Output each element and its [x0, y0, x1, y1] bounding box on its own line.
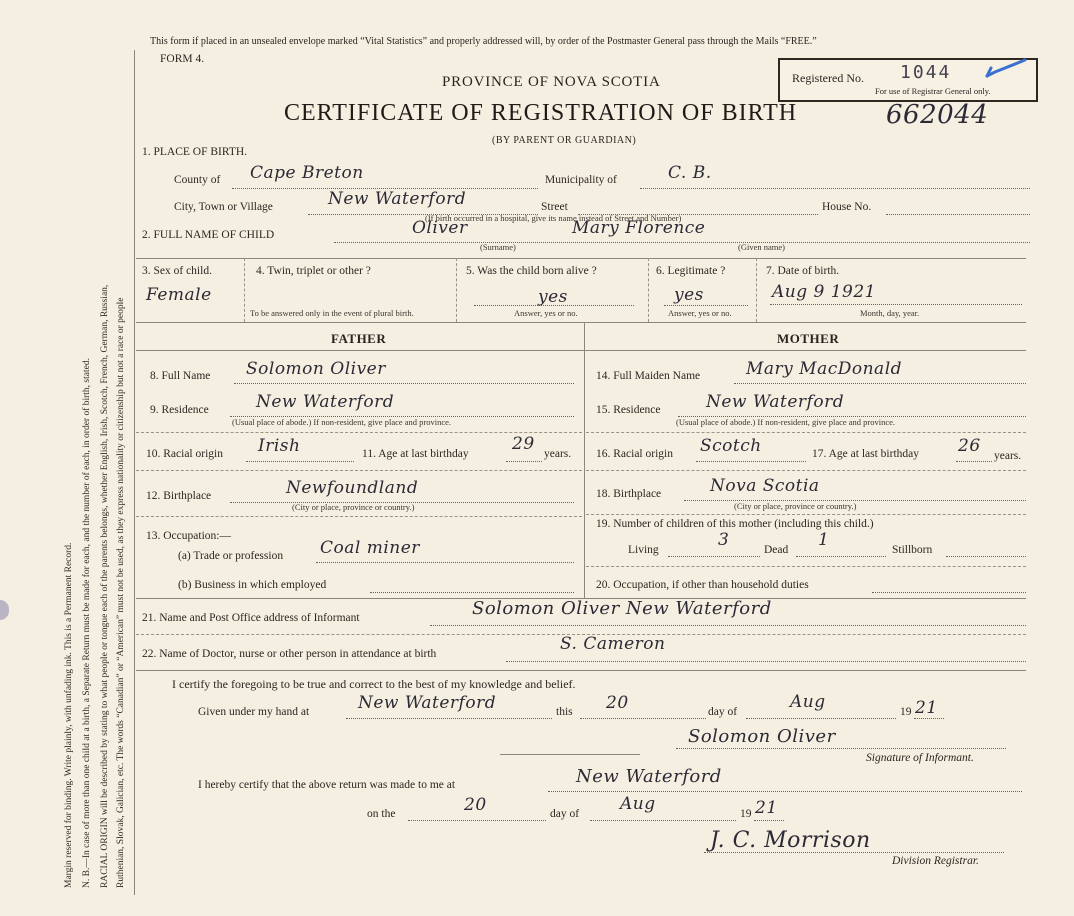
street-label: Street — [541, 201, 568, 213]
mother-racial-label: 16. Racial origin — [596, 448, 673, 460]
certificate-title: CERTIFICATE OF REGISTRATION OF BIRTH — [284, 100, 798, 126]
father-years: years. — [544, 448, 572, 460]
given-under-label: Given under my hand at — [198, 706, 310, 718]
mother-age-value: 26 — [958, 436, 981, 456]
mother-stillborn-label: Stillborn — [892, 544, 933, 556]
certify-day-value: 20 — [606, 693, 629, 713]
informant-label: 21. Name and Post Office address of Informant — [142, 612, 360, 624]
registrar-statement: I hereby certify that the above return was made to me at — [198, 779, 456, 791]
father-name-label: 8. Full Name — [150, 370, 211, 382]
registrar-place-value: New Waterford — [576, 766, 722, 787]
mother-name-label: 14. Full Maiden Name — [596, 370, 701, 382]
date-note: Month, day, year. — [860, 308, 920, 318]
alive-label: 5. Was the child born alive ? — [466, 265, 597, 277]
division-registrar-label: Division Registrar. — [892, 855, 979, 867]
legitimate-note: Answer, yes or no. — [668, 308, 732, 318]
doctor-label: 22. Name of Doctor, nurse or other person in attendance at birth — [142, 648, 437, 660]
child-name-label: 2. FULL NAME OF CHILD — [142, 229, 275, 241]
mother-name-value: Mary MacDonald — [746, 359, 903, 379]
mother-residence-value: New Waterford — [706, 392, 845, 412]
registrar-year-prefix: 19 — [740, 808, 752, 820]
municipality-label: Municipality of — [545, 174, 617, 186]
informant-signature: Solomon Oliver — [688, 726, 836, 747]
sex-label: 3. Sex of child. — [142, 265, 212, 277]
informant-signature-label: Signature of Informant. — [866, 752, 974, 764]
sex-value: Female — [146, 285, 212, 305]
registered-note: For use of Registrar General only. — [875, 86, 991, 96]
mother-dead-label: Dead — [764, 544, 789, 556]
side-note-1: Margin reserved for binding. Write plainly, with unfading ink. This is a Permanent Record. — [64, 542, 74, 888]
twin-label: 4. Twin, triplet or other ? — [256, 265, 371, 277]
certificate-subtitle: (BY PARENT OR GUARDIAN) — [492, 135, 637, 146]
father-trade-label: (a) Trade or profession — [178, 550, 284, 562]
given-caption: (Given name) — [738, 242, 785, 252]
mother-living-value: 3 — [718, 530, 730, 550]
house-label: House No. — [822, 201, 872, 213]
city-label: City, Town or Village — [174, 201, 273, 213]
father-age-value: 29 — [512, 434, 535, 454]
city-value: New Waterford — [328, 189, 467, 209]
father-residence-value: New Waterford — [256, 392, 395, 412]
side-note-3: RACIAL ORIGIN will be described by stating to what people or tongue each of the parents belongs, whether English, Irish, Scotch, French, German, Russian, — [100, 284, 110, 888]
municipality-value: C. B. — [668, 163, 712, 183]
registrar-year-suffix: 21 — [755, 798, 778, 818]
mother-residence-label: 15. Residence — [596, 404, 661, 416]
given-place-value: New Waterford — [358, 693, 497, 713]
mother-birthplace-value: Nova Scotia — [710, 476, 820, 496]
certify-year-suffix: 21 — [915, 698, 938, 718]
date-label: 7. Date of birth. — [766, 265, 840, 277]
father-residence-note: (Usual place of abode.) If non-resident, give place and province. — [232, 417, 452, 427]
this-label: this — [556, 706, 573, 718]
informant-value: Solomon Oliver New Waterford — [472, 598, 772, 619]
legitimate-value: yes — [674, 285, 704, 305]
child-given-value: Mary Florence — [572, 218, 706, 238]
top-notice: This form if placed in an unsealed envelope marked “Vital Statistics” and properly addressed will, by order of the Postmaster General pass through the Mails “FREE.” — [150, 36, 817, 47]
certify-year-prefix: 19 — [900, 706, 912, 718]
side-note-2: N. B.—In case of more than one child at a birth, a Separate Return must be made for each, and the number of each, in order of birth, stated. — [82, 358, 92, 888]
legitimate-label: 6. Legitimate ? — [656, 265, 726, 277]
surname-caption: (Surname) — [480, 242, 516, 252]
left-margin-rule — [134, 50, 135, 895]
mother-birthplace-note: (City or place, province or country.) — [734, 501, 857, 511]
registered-number: 1044 — [900, 62, 952, 83]
date-value: Aug 9 1921 — [772, 282, 876, 302]
father-birthplace-label: 12. Birthplace — [146, 490, 212, 502]
father-birthplace-note: (City or place, province or country.) — [292, 502, 415, 512]
child-surname-value: Oliver — [412, 218, 468, 238]
father-heading: FATHER — [331, 331, 387, 346]
binding-hole — [0, 600, 9, 620]
province-heading: PROVINCE OF NOVA SCOTIA — [442, 74, 661, 90]
father-racial-label: 10. Racial origin — [146, 448, 223, 460]
hospital-note: (If birth occurred in a hospital, give its name instead of Street and Number) — [425, 213, 682, 223]
father-racial-value: Irish — [258, 436, 301, 456]
mother-racial-value: Scotch — [700, 436, 762, 456]
doctor-value: S. Cameron — [560, 634, 666, 654]
father-residence-label: 9. Residence — [150, 404, 209, 416]
alive-value: yes — [538, 287, 568, 307]
mother-dead-value: 1 — [818, 530, 830, 550]
mother-living-label: Living — [628, 544, 659, 556]
blue-check-mark-icon — [985, 58, 1027, 80]
certificate-number-handwritten: 662044 — [886, 100, 989, 130]
registered-label: Registered No. — [792, 71, 864, 85]
registrar-signature: J. C. Morrison — [710, 828, 871, 853]
certify-statement: I certify the foregoing to be true and correct to the best of my knowledge and belief. — [172, 677, 576, 691]
alive-note: Answer, yes or no. — [514, 308, 578, 318]
mother-residence-note: (Usual place of abode.) If non-resident, give place and province. — [676, 417, 896, 427]
county-label: County of — [174, 174, 221, 186]
father-birthplace-value: Newfoundland — [286, 478, 419, 498]
blank-signature-line — [500, 754, 640, 755]
side-note-4: Ruthenian, Slovak, Galician, etc. The words “Canadian” or “American” must not be used, as they express nationality or citizenship but not a race or people — [116, 297, 126, 888]
mother-age-label: 17. Age at last birthday — [812, 448, 919, 460]
certify-month-value: Aug — [790, 692, 826, 712]
mother-heading: MOTHER — [777, 331, 840, 346]
registrar-day-value: 20 — [464, 795, 487, 815]
place-heading: 1. PLACE OF BIRTH. — [142, 146, 248, 158]
father-occupation-label: 13. Occupation:— — [146, 530, 231, 542]
father-trade-value: Coal miner — [320, 538, 420, 558]
mother-years: years. — [994, 450, 1022, 462]
county-value: Cape Breton — [250, 163, 364, 183]
mother-occupation-label: 20. Occupation, if other than household duties — [596, 579, 809, 591]
certify-day-of-label: day of — [708, 706, 738, 718]
father-age-label: 11. Age at last birthday — [362, 448, 469, 460]
twin-note: To be answered only in the event of plural birth. — [250, 308, 414, 318]
registrar-month-value: Aug — [620, 794, 656, 814]
mother-birthplace-label: 18. Birthplace — [596, 488, 662, 500]
father-name-value: Solomon Oliver — [246, 359, 386, 379]
father-business-label: (b) Business in which employed — [178, 579, 327, 591]
registrar-day-of-label: day of — [550, 808, 580, 820]
form-number: FORM 4. — [160, 53, 205, 65]
registrar-on-the-label: on the — [367, 808, 396, 820]
mother-children-label: 19. Number of children of this mother (including this child.) — [596, 518, 874, 530]
